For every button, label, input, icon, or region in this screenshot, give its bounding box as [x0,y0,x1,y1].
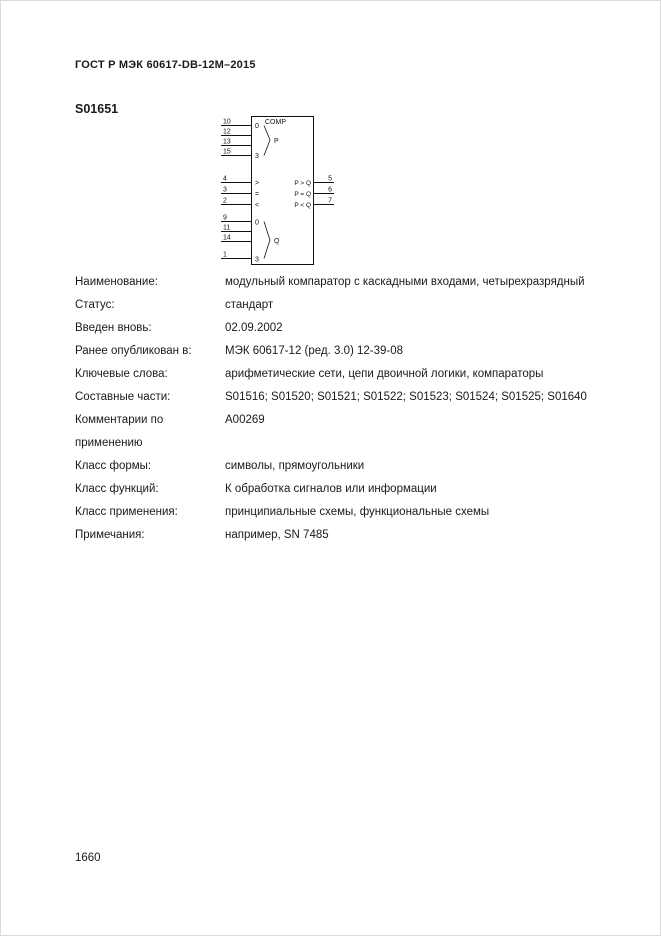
pin-number: 6 [328,186,332,194]
comparator-symbol-diagram [217,112,349,274]
output-label: P > Q [294,180,311,187]
properties-table [75,271,645,547]
property-row [75,501,645,524]
property-value: S01516; S01520; S01521; S01522; S01523; S01524; S01525; S01640 [225,391,587,403]
document-header: ГОСТ Р МЭК 60617-DB-12М–2015 [75,59,256,71]
property-row [75,340,645,363]
comp-label: COMP [265,119,286,126]
property-label: Наименование: [75,276,158,288]
property-label: Примечания: [75,529,145,541]
pin-number: 5 [328,175,332,183]
bit-index-top: 0 [255,219,259,227]
property-row [75,478,645,501]
pin-number: 12 [223,128,231,136]
property-row [75,524,645,547]
property-value: принципиальные схемы, функциональные схемы [225,506,490,518]
property-row [75,317,645,340]
page-number: 1660 [75,852,101,864]
symbol-section [75,102,349,274]
property-label: Класс функций: [75,483,159,495]
group-label-p: P [274,138,279,145]
group-bracket [264,126,270,156]
property-value: МЭК 60617-12 (ред. 3.0) 12-39-08 [225,345,404,357]
property-value: A00269 [225,414,265,426]
property-row [75,455,645,478]
group-label-q: Q [274,238,280,245]
pin-number: 14 [223,234,231,242]
pin-number: 7 [328,197,332,205]
output-label: P = Q [294,191,311,198]
property-value: например, SN 7485 [225,529,329,541]
property-label: Ключевые слова: [75,368,168,380]
pin-number: 3 [223,186,227,194]
property-label: Класс применения: [75,506,178,518]
cascade-symbol: > [255,180,260,187]
pin-number: 2 [223,197,227,205]
property-label: Ранее опубликован в: [75,345,192,357]
property-row [75,363,645,386]
pin-number: 10 [223,118,231,126]
property-row [75,271,645,294]
symbol-id: S01651 [75,102,119,116]
bit-index-bottom: 3 [255,153,259,160]
property-row [75,294,645,317]
pin-number: 4 [223,175,227,183]
bit-index-top: 0 [255,123,259,130]
cascade-symbol: = [255,191,260,198]
property-value: арифметические сети, цепи двоичной логики, компараторы [225,368,544,380]
property-row [75,409,645,455]
property-label: Составные части: [75,391,171,403]
pin-number: 11 [223,224,231,232]
cascade-symbol: < [255,202,260,209]
property-row [75,386,645,409]
output-label: P < Q [294,202,311,209]
bit-index-bottom: 3 [255,256,259,264]
property-label: Класс формы: [75,460,152,472]
pin-number: 1 [223,251,227,259]
property-value: К обработка сигналов или информации [225,483,437,495]
property-value: символы, прямоугольники [225,460,365,472]
property-label: Введен вновь: [75,322,152,334]
group-bracket [264,222,270,259]
property-value: стандарт [225,299,274,311]
property-label: Комментарии по применению [75,414,164,449]
pin-number: 15 [223,148,231,156]
property-value: 02.09.2002 [225,322,283,334]
pin-number: 13 [223,138,231,146]
property-label: Статус: [75,299,115,311]
pin-number: 9 [223,214,227,222]
property-value: модульный компаратор с каскадными входами, четырехразрядный [225,276,585,288]
